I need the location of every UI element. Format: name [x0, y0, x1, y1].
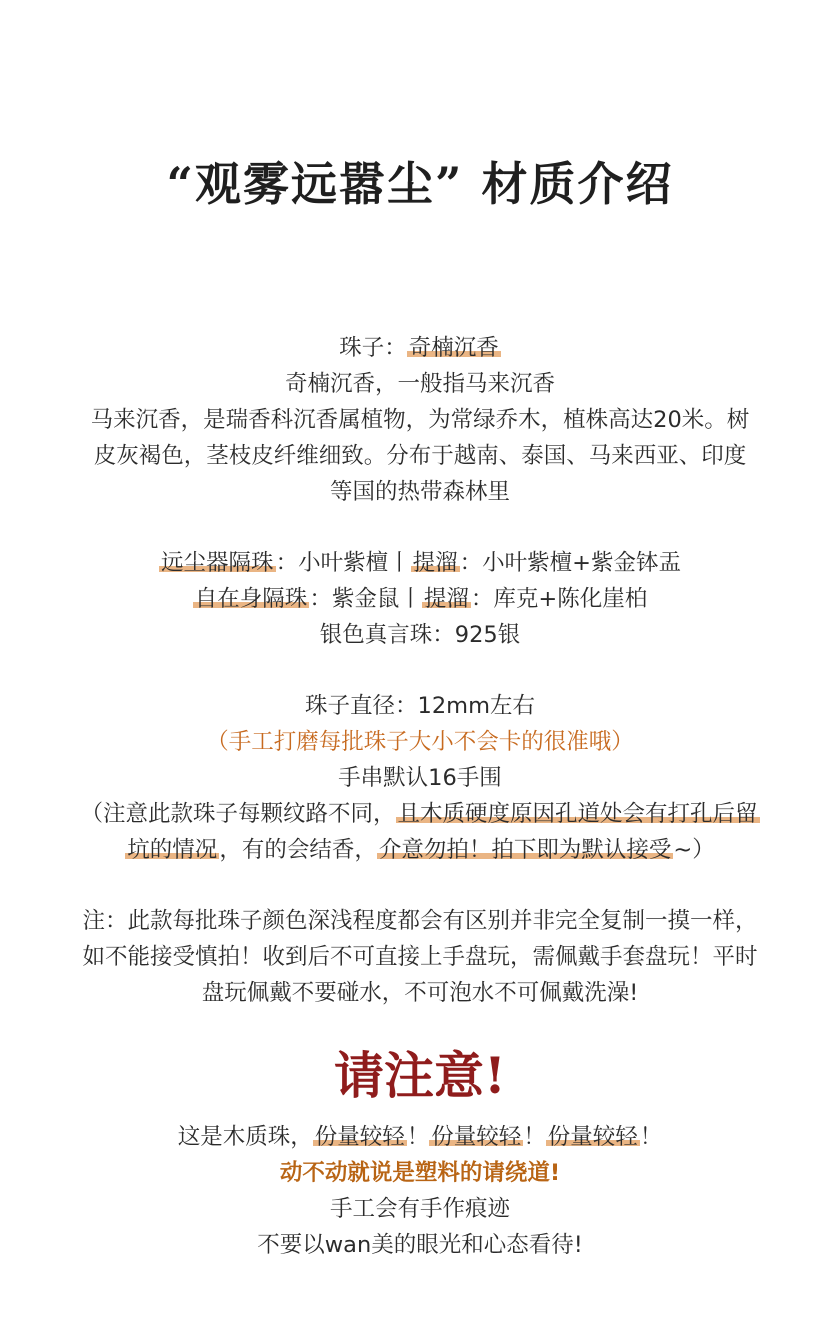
weight-text: 这是木质珠，	[177, 1124, 313, 1150]
texture-note-text: ，有的会结香，	[219, 837, 377, 863]
spacer-bead-line-2	[30, 581, 810, 617]
spacer-bead-label: 自在身隔珠	[194, 586, 308, 612]
diameter-note: （手工打磨每批珠子大小不会卡的很准哦）	[206, 729, 634, 755]
texture-note-highlight: 介意勿拍！拍下即为默认接受	[378, 837, 672, 863]
spacer-bead-material: ：紫金鼠丨	[309, 586, 422, 612]
notice-line: 盘玩佩戴不要碰水，不可泡水不可佩戴洗澡!	[201, 980, 639, 1006]
warning-section	[30, 1119, 810, 1263]
weight-highlight: 份量较轻	[431, 1124, 522, 1150]
bead-desc-line: 马来沉香，是瑞香科沉香属植物，为常绿乔木，植株高达20米。树	[90, 407, 750, 433]
mantra-bead-line: 银色真言珠：925银	[319, 622, 521, 648]
texture-note-text: （注意此款珠子每颗纹路不同，	[80, 801, 396, 827]
parts-section	[30, 545, 810, 653]
bead-desc-line: 皮灰褐色，茎枝皮纤维细致。分布于越南、泰国、马来西亚、印度	[93, 443, 747, 469]
bead-section	[30, 330, 810, 510]
weight-highlight: 份量较轻	[547, 1124, 638, 1150]
attitude-line: 不要以wan美的眼光和心态看待!	[257, 1232, 583, 1258]
weight-punct: ！	[406, 1124, 430, 1150]
bead-label: 珠子：	[339, 335, 407, 361]
bead-name-line	[30, 330, 810, 366]
spacer-bead-material: ：小叶紫檀丨	[275, 550, 411, 576]
bead-desc-line: 奇楠沉香，一般指马来沉香	[284, 371, 555, 397]
tiliu-material: ：小叶紫檀+紫金钵盂	[459, 550, 681, 576]
page-title: “观雾远嚣尘” 材质介绍	[166, 157, 674, 211]
texture-note-line-2	[30, 832, 810, 868]
texture-note-highlight: 且木质硬度原因孔道处会有打孔后留	[397, 801, 758, 827]
size-section	[30, 688, 810, 868]
weight-line	[30, 1119, 810, 1155]
weight-punct: ！	[523, 1124, 546, 1150]
bead-name: 奇楠沉香	[408, 335, 499, 361]
notice-section	[30, 903, 810, 1011]
spacer-bead-label: 远尘器隔珠	[161, 550, 274, 576]
texture-note-line-1	[10, 796, 830, 832]
warning-heading: 请注意!	[334, 1046, 506, 1105]
texture-note-highlight: 坑的情况	[127, 837, 218, 863]
handmade-line: 手工会有手作痕迹	[329, 1196, 510, 1222]
plastic-warning-line: 动不动就说是塑料的请绕道!	[279, 1160, 561, 1186]
tiliu-label: 提溜	[412, 550, 458, 576]
diameter-line: 珠子直径：12mm左右	[305, 693, 535, 719]
bracelet-size-line: 手串默认16手围	[338, 765, 502, 791]
notice-line: 如不能接受慎拍！收到后不可直接上手盘玩，需佩戴手套盘玩！平时	[82, 944, 758, 970]
texture-note-text: ~）	[673, 837, 715, 863]
tiliu-material: ：库克+陈化崖柏	[470, 586, 648, 612]
tiliu-label: 提溜	[423, 586, 469, 612]
notice-line: 注：此款每批珠子颜色深浅程度都会有区别并非完全复制一摸一样，	[82, 908, 758, 934]
bead-desc-line: 等国的热带森林里	[329, 479, 510, 505]
weight-punct: ！	[639, 1124, 663, 1150]
weight-highlight: 份量较轻	[314, 1124, 405, 1150]
spacer-bead-line-1	[30, 545, 810, 581]
